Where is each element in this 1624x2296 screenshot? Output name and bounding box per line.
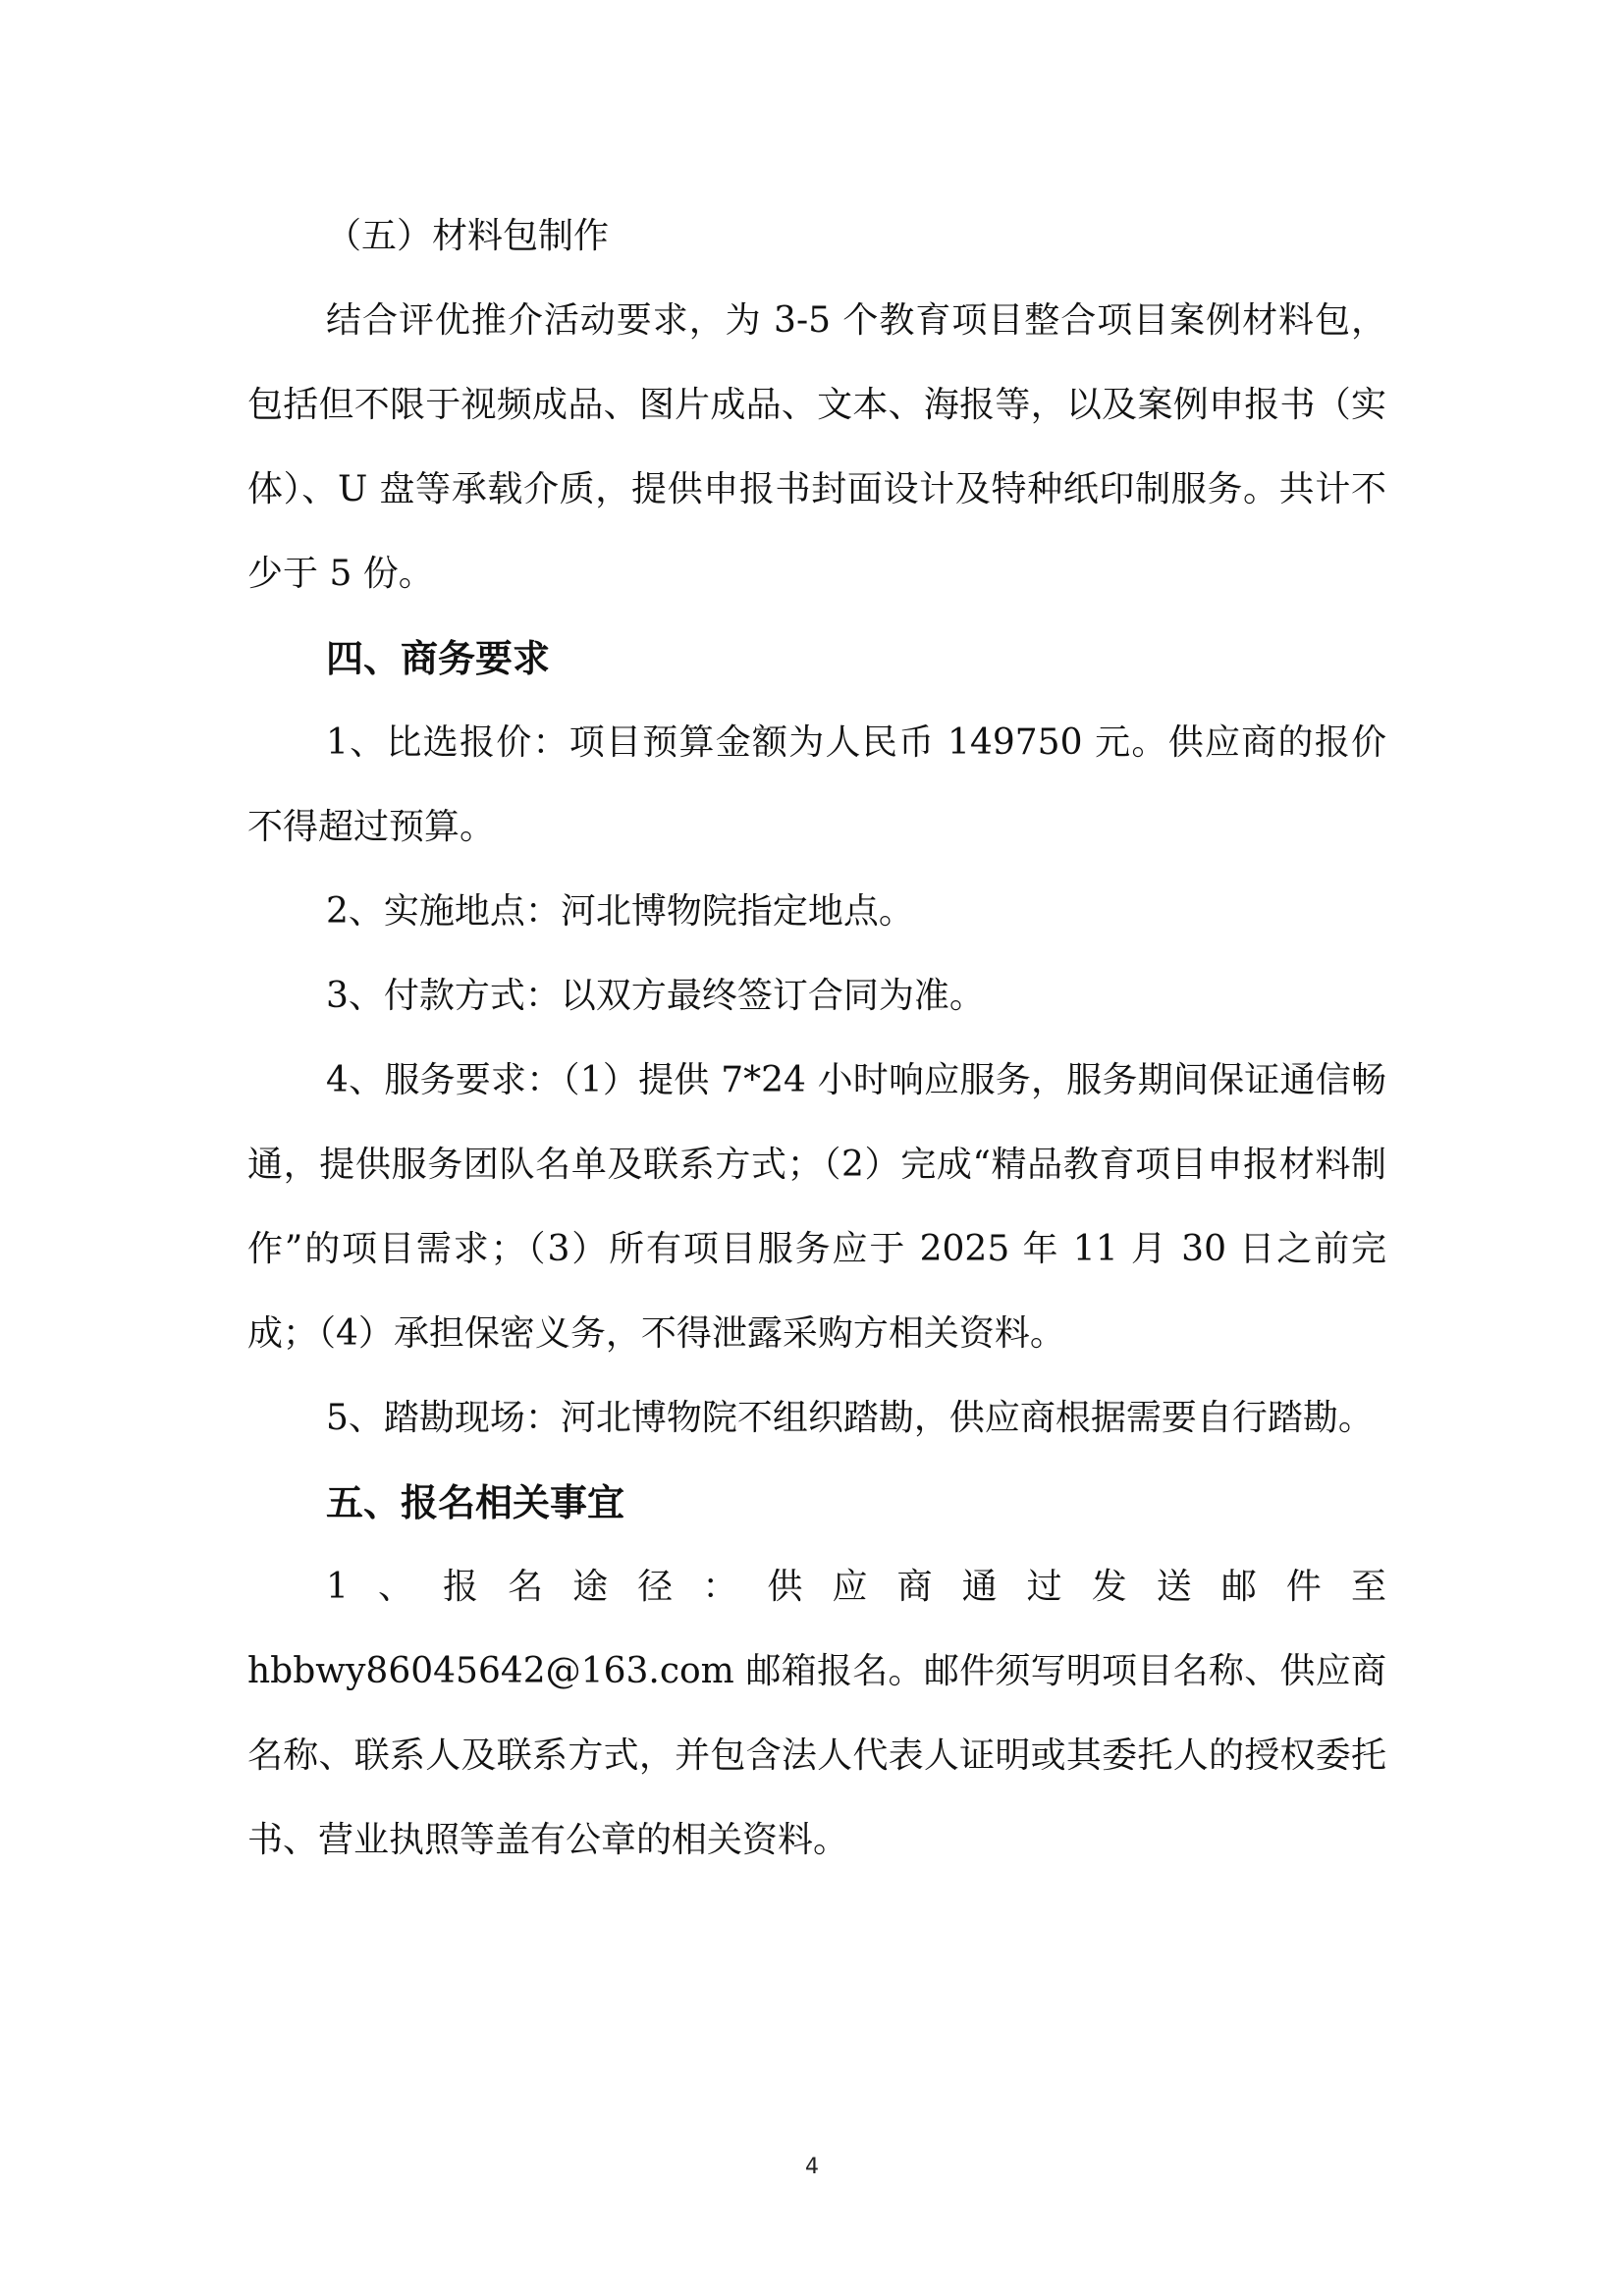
business-item-location: 2、实施地点：河北博物院指定地点。 [326, 891, 914, 932]
section-heading-business: 四、商务要求 [326, 637, 551, 680]
registration-item-method: 1、报名途径：供应商通过发送邮件至 hbbwy86045642@163.com 邮箱报名。邮件须写明项目名称、供应商名称、联系人及联系方式，并包含法人代表人证明或其委托人的授权委托书、营业执照等盖有公章的相关资料。 [247, 1567, 1386, 1860]
section-heading-registration: 五、报名相关事宜 [326, 1481, 625, 1524]
page-content [247, 194, 1386, 1883]
page-number: 4 [805, 2155, 819, 2179]
business-item-payment: 3、付款方式：以双方最终签订合同为准。 [326, 976, 985, 1016]
business-item-quote: 1、比选报价：项目预算金额为人民币 149750 元。供应商的报价不得超过预算。 [247, 722, 1386, 847]
business-item-service: 4、服务要求：（1）提供 7*24 小时响应服务，服务期间保证通信畅通，提供服务团队名单及联系方式；（2）完成“精品教育项目申报材料制作”的项目需求；（3）所有项目服务应于 2025 年 11 月 30 日之前完成；（4）承担保密义务，不得泄露采购方相关资料。 [247, 1060, 1386, 1354]
subsection-title: （五）材料包制作 [326, 216, 610, 256]
business-item-site-visit: 5、踏勘现场：河北博物院不组织踏勘，供应商根据需要自行踏勘。 [326, 1398, 1374, 1438]
subsection-body: 结合评优推介活动要求，为 3-5 个教育项目整合项目案例材料包，包括但不限于视频成品、图片成品、文本、海报等，以及案例申报书（实体）、U 盘等承载介质，提供申报书封面设计及特种纸印制服务。共计不少于 5 份。 [247, 300, 1386, 594]
